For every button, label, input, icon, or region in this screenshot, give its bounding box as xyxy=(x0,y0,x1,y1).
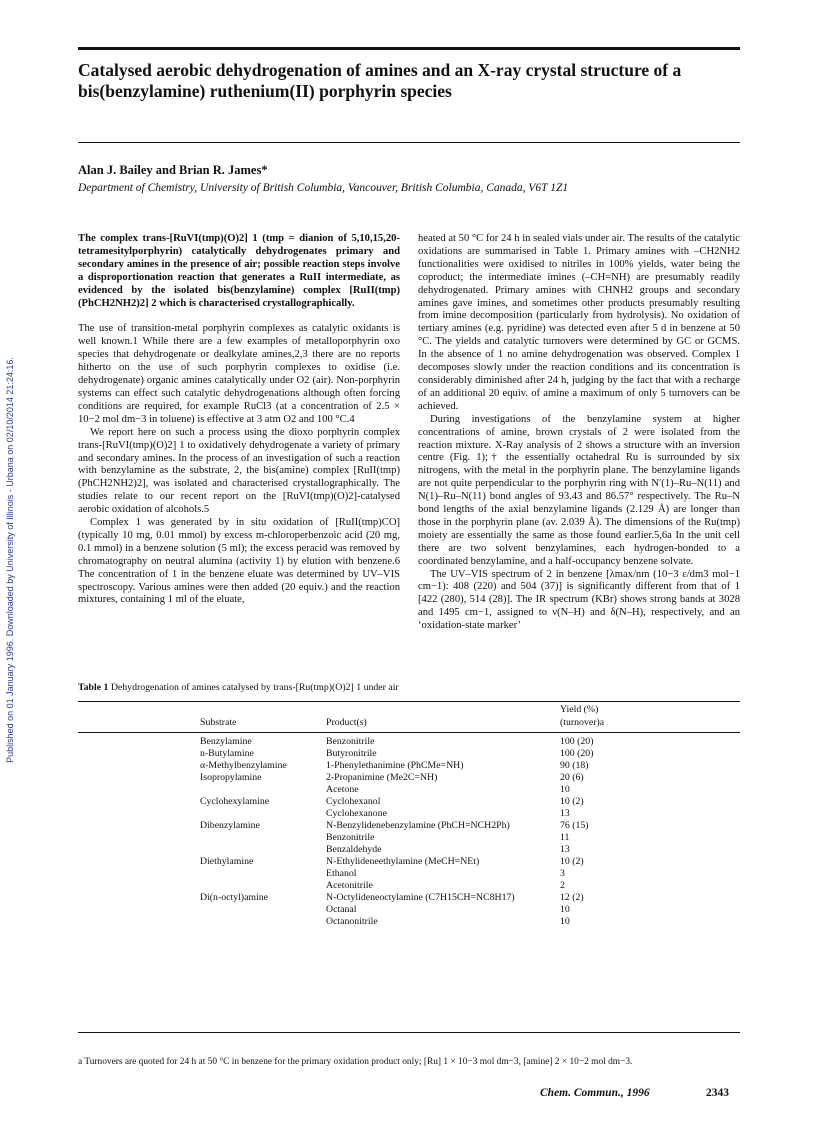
paragraph-6: The UV–VIS spectrum of 2 in benzene [λmax/nm (10−3 ε/dm3 mol−1 cm−1): 408 (220) and 504 (37)] is significantly different from that of 1 [422 (280), 514 (28)]. The IR spectrum (KBr) shows strong bands at 3028 and 1495 cm−1, assigned to ν(N–H) and δ(N–H), respectively, and an ‘oxidation-state marker’ xyxy=(418,568,740,632)
yield-column xyxy=(560,736,640,928)
table-cell-product: Octanonitrile xyxy=(326,916,378,927)
table-cell-substrate: Cyclohexylamine xyxy=(200,796,270,807)
table-bottom-rule xyxy=(78,1032,740,1033)
table-cell-product: Ethanol xyxy=(326,868,357,879)
table-cell-yield: 3 xyxy=(560,868,565,879)
table-cell-yield: 10 (2) xyxy=(560,796,584,807)
table-cell-substrate xyxy=(200,784,325,796)
paragraph-3: Complex 1 was generated by in situ oxidation of [RuII(tmp)CO] (typically 10 mg, 0.01 mmol) by excess m-chloroperbenzoic acid (20 mg, 0.1 mmol) in a benzene solution (5 ml); the excess peracid was removed by chromatography on neutral alumina (activity 1) by elution with benzene.6 The concentration of 1 in the benzene eluate was determined by UV–VIS spectroscopy. Various amines were then added (20 equiv.) and the reaction mixtures, containing 1 ml of the eluate, xyxy=(78,517,400,606)
top-rule xyxy=(78,47,740,50)
table-cell-product: Octanal xyxy=(326,904,357,915)
table-cell-substrate: Benzylamine xyxy=(200,736,252,747)
product-column xyxy=(326,736,558,928)
table-cell-yield: 10 xyxy=(560,916,570,927)
header-substrate: Substrate xyxy=(200,717,237,728)
table-cell-yield: 12 (2) xyxy=(560,892,584,903)
paragraph-2: We report here on such a process using the dioxo porphyrin complex trans-[RuVI(tmp)(O)2] 1 to oxidatively dehydrogenate a variety of primary and secondary amines. In the process of an investigation of such a reaction with benzylamine as the substrate, 2, the bis(amine) complex [RuII(tmp)(PhCH2NH2)2], was isolated and characterised crystallographically. The studies relate to our recent report on the [RuVI(tmp)(O)2]-catalysed aerobic oxidation of alcohols.5 xyxy=(78,426,400,516)
table-cell-product: Acetone xyxy=(326,784,359,795)
table-cell-product: N-Octylideneoctylamine (C7H15CH=NC8H17) xyxy=(326,892,515,903)
table-cell-substrate xyxy=(200,808,325,820)
table-cell-product: Cyclohexanone xyxy=(326,808,387,819)
table-cell-yield: 76 (15) xyxy=(560,820,589,831)
table-cell-yield: 90 (18) xyxy=(560,760,589,771)
table-cell-yield: 20 (6) xyxy=(560,772,584,783)
table-cell-substrate xyxy=(200,880,325,892)
table-cell-product: 2-Propanimine (Me2C=NH) xyxy=(326,772,438,783)
header-yield-line1: Yield (%) xyxy=(560,704,599,715)
header-yield-line2: (turnover)a xyxy=(560,717,605,728)
table-cell-yield: 11 xyxy=(560,832,570,843)
table-cell-yield: 2 xyxy=(560,880,565,891)
table-cell-product: Cyclohexanol xyxy=(326,796,381,807)
body-column-left xyxy=(78,233,400,607)
header-products: Product(s) xyxy=(326,717,367,728)
article-title: Catalysed aerobic dehydrogenation of amines and an X-ray crystal structure of a bis(benzylamine) ruthenium(II) porphyrin species xyxy=(78,60,682,101)
table-caption-label: Table 1 xyxy=(78,682,109,693)
table-cell-yield: 10 xyxy=(560,904,570,915)
journal-citation: Chem. Commun., 1996 xyxy=(540,1087,650,1099)
authors: Alan J. Bailey and Brian R. James* xyxy=(78,163,268,177)
table-cell-substrate: n-Butylamine xyxy=(200,748,254,759)
paragraph-4: heated at 50 °C for 24 h in sealed vials under air. The results of the catalytic oxidations are summarised in Table 1. Primary amines with –CH2NH2 functionalities were oxidised to nitriles in 100% yields, water being the coproduct; the intermediate imines (–CH=NH) are presumably readily dehydrogenated. Primary amines with CHNH2 groups and secondary amines gave imines, and sometimes other products presumably resulting from imine decomposition (particularly from hydrolysis). No oxidation of tertiary amines (e.g. pyridine) was detected even after 5 d in benzene at 50 °C. The yields and catalytic turnovers were determined by GC or GCMS. In the absence of 1 no amine dehydrogenation was observed. Complex 1 decomposes slowly under the reaction conditions and its concentration is considerably diminished after 24 h, judging by the fact that with a recharge of an additional 20 equiv. of amine a maximum of only 5 turnovers can be achieved. xyxy=(418,233,740,412)
table-cell-product: N-Ethylideneethylamine (MeCH=NEt) xyxy=(326,856,480,867)
table-cell-substrate xyxy=(200,868,325,880)
substrate-column xyxy=(200,736,325,928)
title-rule xyxy=(78,142,740,143)
table-cell-substrate xyxy=(200,916,325,928)
table-caption xyxy=(78,682,399,693)
table-cell-product: Benzaldehyde xyxy=(326,844,382,855)
table-cell-substrate xyxy=(200,832,325,844)
table-cell-product: Benzonitrile xyxy=(326,736,375,747)
abstract: The complex trans-[RuVI(tmp)(O)2] 1 (tmp = dianion of 5,10,15,20-tetramesitylporphyrin) catalytically dehydrogenates primary and secondary amines in the presence of air; possible reaction steps involve a disproportionation reaction that generates a RuII intermediate, as evidenced by the isolated bis(benzylamine) complex [RuII(tmp)(PhCH2NH2)2] 2 which is characterised crystallographically. xyxy=(78,233,400,309)
table-cell-substrate: α-Methylbenzylamine xyxy=(200,760,287,771)
table-cell-yield: 10 (2) xyxy=(560,856,584,867)
affiliation: Department of Chemistry, University of British Columbia, Vancouver, British Columbia, Canada, V6T 1Z1 xyxy=(78,182,569,194)
paragraph-5: During investigations of the benzylamine system at higher concentrations of amine, brown crystals of 2 were isolated from the reaction mixture. X-Ray analysis of 2 shows a structure with an inversion centre (Fig. 1);† the essentially octahedral Ru is surrounded by six nitrogens, with the metal in the porphyrin plane. The benzylamine ligands are not quite perpendicular to the porphyrin ring with N′(1)–Ru–N(11) and N(1)–Ru–N(11) bond angles of 93.43 and 86.57° respectively. The Ru–N bond lengths of the axial benzylamine ligands (2.129 Å) are longer than those in the porphyrin plane (av. 2.039 Å). The dimensions of the Ru(tmp) moiety are essentially the same as those found earlier.5,6a In the unit cell there are two solvent benzylamines, each hydrogen-bonded to a coordinated benzylamine, and a half-occupancy benzene solvate. xyxy=(418,413,740,567)
table-header-rule xyxy=(78,732,740,733)
table-cell-yield: 13 xyxy=(560,808,570,819)
table-footnote: a Turnovers are quoted for 24 h at 50 °C in benzene for the primary oxidation product only; [Ru] 1 × 10−3 mol dm−3, [amine] 2 × 10−2 mol dm−3. xyxy=(78,1057,633,1067)
table-cell-substrate: Di(n-octyl)amine xyxy=(200,892,269,903)
table-cell-yield: 100 (20) xyxy=(560,736,594,747)
table-cell-yield: 13 xyxy=(560,844,570,855)
table-cell-yield: 100 (20) xyxy=(560,748,594,759)
table-cell-product: Benzonitrile xyxy=(326,832,375,843)
body-column-right xyxy=(418,233,740,633)
paragraph-1: The use of transition-metal porphyrin complexes as catalytic oxidants is well known.1 While there are a few examples of metalloporphyrin oxo species that dehydrogenate or dealkylate amines,2,3 there are no reports hitherto on the use of such porphyrin complexes to oxidise (i.e. dehydrogenate) organic amines catalytically under O2 (air). Non-porphyrin systems can effect such catalytic dehydrogenations although often forcing conditions are required, for example RuCl3 (at a concentration of 2.5 × 10−2 mol dm−3 in toluene) is effective at 3 atm O2 and 100 °C.4 xyxy=(78,323,400,425)
table-caption-text: Dehydrogenation of amines catalysed by trans-[Ru(tmp)(O)2] 1 under air xyxy=(110,682,399,693)
table-cell-substrate: Isopropylamine xyxy=(200,772,262,783)
table-cell-substrate: Diethylamine xyxy=(200,856,254,867)
table-cell-yield: 10 xyxy=(560,784,570,795)
page-number: 2343 xyxy=(706,1087,729,1099)
download-watermark xyxy=(5,0,24,1127)
table-cell-product: Butyronitrile xyxy=(326,748,377,759)
table-cell-product: N-Benzylidenebenzylamine (PhCH=NCH2Ph) xyxy=(326,820,510,831)
table-cell-product: 1-Phenylethanimine (PhCMe=NH) xyxy=(326,760,464,771)
table-cell-substrate xyxy=(200,904,325,916)
table-cell-product: Acetonitrile xyxy=(326,880,373,891)
table-cell-substrate: Dibenzylamine xyxy=(200,820,260,831)
table-cell-substrate xyxy=(200,844,325,856)
download-watermark-text: Published on 01 January 1996. Downloaded by University of Illinois - Urbana on 02/10/2014 21:24:16. xyxy=(5,357,15,763)
table-top-rule xyxy=(78,701,740,702)
